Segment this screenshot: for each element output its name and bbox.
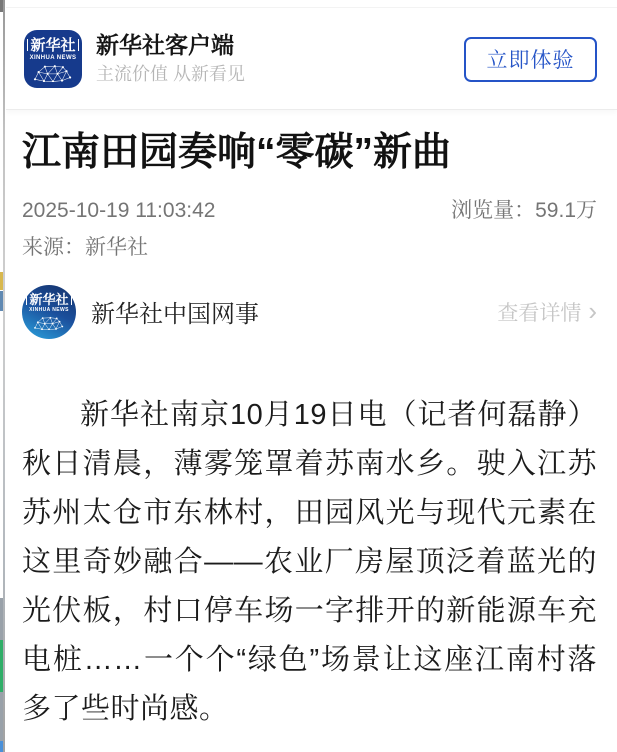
article-meta-row — [22, 194, 597, 224]
article-page — [6, 0, 617, 734]
chevron-right-icon: › — [588, 295, 597, 326]
screen-edge-artifact — [0, 0, 6, 752]
author-row — [22, 285, 597, 339]
app-banner — [6, 8, 617, 110]
article-source: 来源：新华社 — [22, 235, 148, 259]
author-name: 新华社中国网事 — [91, 301, 259, 329]
network-globe-icon — [32, 64, 74, 82]
view-count-value: 59.1万 — [535, 198, 597, 222]
view-count — [451, 194, 597, 224]
edge-divider-line — [3, 0, 5, 752]
app-banner-titles — [96, 33, 454, 84]
article-content — [6, 129, 617, 734]
logo-en-text: XINHUA NEWS — [29, 54, 77, 61]
article-title: 江南田园奏响“零碳”新曲 — [22, 131, 452, 174]
app-title: 新华社客户端 — [96, 32, 234, 59]
view-details-label: 查看详情 — [497, 301, 582, 325]
logo-en-text: XINHUA NEWS — [29, 307, 69, 314]
view-count-label: 浏览量： — [451, 198, 536, 222]
network-globe-icon — [32, 316, 66, 330]
view-details-link[interactable] — [497, 297, 597, 327]
top-divider — [6, 0, 617, 8]
publish-time: 2025-10-19 11:03:42 — [22, 198, 216, 222]
open-app-button[interactable]: 立即体验 — [464, 37, 597, 82]
app-slogan: 主流价值 从新看见 — [96, 63, 246, 84]
author-avatar[interactable] — [22, 285, 76, 339]
xinhua-app-logo-icon — [24, 30, 82, 88]
article-body-paragraph: 新华社南京10月19日电（记者何磊静）秋日清晨，薄雾笼罩着苏南水乡。驶入江苏苏州太仓市东林村，田园风光与现代元素在这里奇妙融合——农业厂房屋顶泛着蓝光的光伏板，村口停车场一字排开的新能源车充电桩……一个个“绿色”场景让这座江南村落多了些时尚感。 — [22, 398, 597, 725]
logo-cn-text: 新华社 — [26, 293, 71, 306]
logo-cn-text: 新华社 — [27, 38, 78, 53]
